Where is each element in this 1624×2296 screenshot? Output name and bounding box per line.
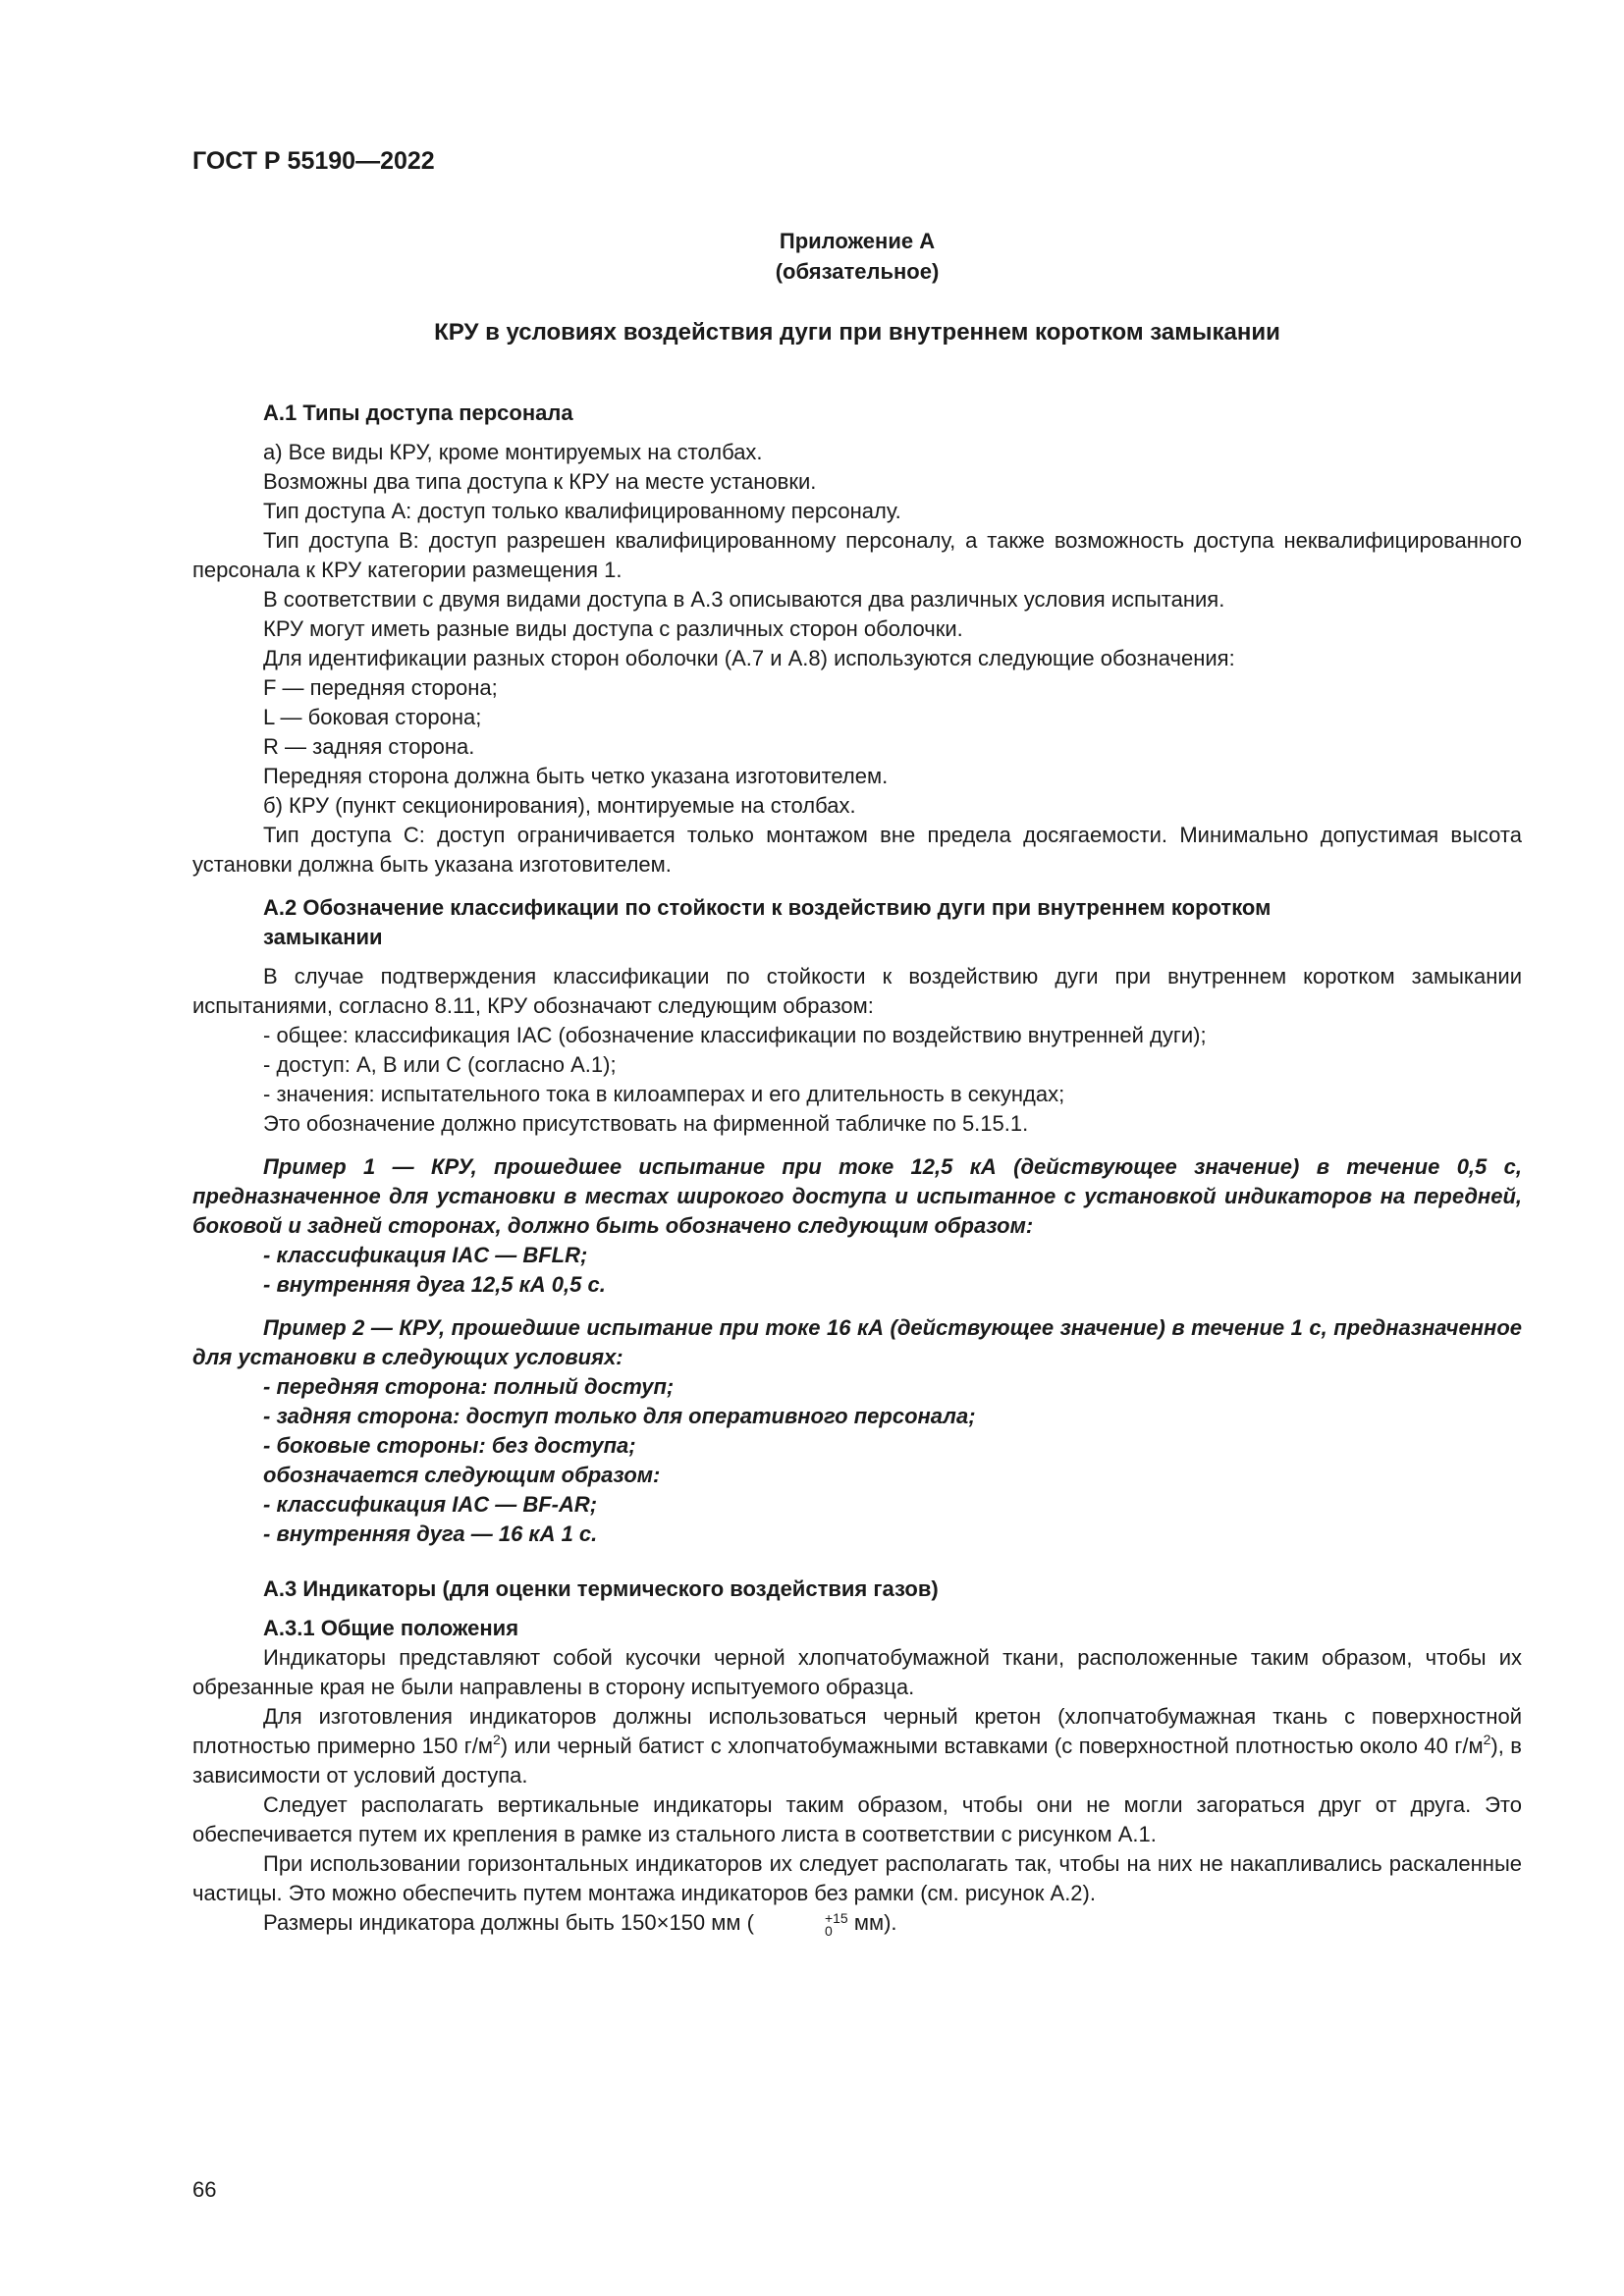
paragraph: Это обозначение должно присутствовать на фирменной табличке по 5.15.1. <box>263 1111 1029 1136</box>
section-heading-a2: А.2 Обозначение классификации по стойкости к воздействию дуги при внутреннем коротком замыкании <box>263 895 1272 949</box>
document-body <box>192 399 1522 1938</box>
list-item: L — боковая сторона; <box>263 705 482 729</box>
section-heading-a1: А.1 Типы доступа персонала <box>263 400 573 425</box>
paragraph: Для изготовления индикаторов должны использоваться черный кретон (хлопчатобумажная ткань с поверхностной плотностью примерно 150 $г/м^2$) или черный батист с хлопчатобумажными вставками (с поверхностной плотностью около 40 $г/м^2$), в зависимости от условий доступа. <box>192 1704 1522 1788</box>
example-item: - боковые стороны: без доступа; <box>263 1433 636 1458</box>
paragraph: КРУ могут иметь разные виды доступа с различных сторон оболочки. <box>263 616 963 641</box>
tolerance: +15 0 <box>824 1910 848 1939</box>
example-item: - внутренняя дуга — 16 кА 1 с. <box>263 1522 598 1546</box>
annex-status: (обязательное) <box>775 259 940 284</box>
annex-header <box>192 226 1522 287</box>
list-item: - общее: классификация IAC (обозначение классификации по воздействию внутренней дуги); <box>263 1023 1207 1047</box>
list-item: - значения: испытательного тока в килоамперах и его длительность в секундах; <box>263 1082 1065 1106</box>
paragraph: Передняя сторона должна быть четко указана изготовителем. <box>263 764 889 788</box>
standard-number: ГОСТ Р 55190—2022 <box>192 147 435 175</box>
example-2: Пример 2 — КРУ, прошедшие испытание при токе 16 кА (действующее значение) в течение 1 с, предназначенное для установки в следующих условиях: <box>192 1315 1522 1369</box>
paragraph: В случае подтверждения классификации по стойкости к воздействию дуги при внутреннем коротком замыкании испытаниями, согласно 8.11, КРУ обозначают следующим образом: <box>192 964 1522 1018</box>
paragraph: Тип доступа В: доступ разрешен квалифицированному персоналу, а также возможность доступа неквалифицированного персонала к КРУ категории размещения 1. <box>192 528 1522 582</box>
paragraph: Индикаторы представляют собой кусочки черной хлопчатобумажной ткани, расположенные таким образом, чтобы их обрезанные края не были направлены в сторону испытуемого образца. <box>192 1645 1522 1699</box>
annex-title: КРУ в условиях воздействия дуги при внутреннем коротком замыкании <box>434 319 1280 346</box>
paragraph: а) Все виды КРУ, кроме монтируемых на столбах. <box>263 440 763 464</box>
paragraph: Для идентификации разных сторон оболочки (А.7 и А.8) используются следующие обозначения: <box>263 646 1235 670</box>
paragraph: Тип доступа А: доступ только квалифицированному персоналу. <box>263 499 901 523</box>
section-heading-a3: А.3 Индикаторы (для оценки термического воздействия газов) <box>263 1576 939 1601</box>
paragraph: Возможны два типа доступа к КРУ на месте установки. <box>263 469 817 494</box>
paragraph: Следует располагать вертикальные индикаторы таким образом, чтобы они не могли загораться друг от друга. Это обеспечивается путем их крепления в рамке из стального листа в соответствии с рисунком А.1. <box>192 1792 1522 1846</box>
example-item: обозначается следующим образом: <box>263 1463 661 1487</box>
paragraph: При использовании горизонтальных индикаторов их следует располагать так, чтобы на них не накапливались раскаленные частицы. Это можно обеспечить путем монтажа индикаторов без рамки (см. рисунок А.2). <box>192 1851 1522 1905</box>
example-item: - внутренняя дуга 12,5 кА 0,5 с. <box>263 1272 606 1297</box>
paragraph: Размеры индикатора должны быть 150×150 мм ( +15 0 мм). <box>263 1910 897 1939</box>
example-item: - классификация IAC — BFLR; <box>263 1243 588 1267</box>
example-item: - задняя сторона: доступ только для оперативного персонала; <box>263 1404 976 1428</box>
example-item: - классификация IAC — BF-AR; <box>263 1492 598 1517</box>
paragraph: В соответствии с двумя видами доступа в А.3 описываются два различных условия испытания. <box>263 587 1225 612</box>
paragraph: Тип доступа С: доступ ограничивается только монтажом вне предела досягаемости. Минимально допустимая высота установки должна быть указана изготовителем. <box>192 823 1522 877</box>
list-item: R — задняя сторона. <box>263 734 475 759</box>
list-item: F — передняя сторона; <box>263 675 498 700</box>
annex-label: Приложение А <box>779 229 936 253</box>
subsection-heading-a31: А.3.1 Общие положения <box>263 1616 519 1640</box>
example-item: - передняя сторона: полный доступ; <box>263 1374 675 1399</box>
page-number: 66 <box>192 2177 217 2202</box>
list-item: - доступ: А, В или С (согласно А.1); <box>263 1052 617 1077</box>
example-1: Пример 1 — КРУ, прошедшее испытание при токе 12,5 кА (действующее значение) в течение 0,5 с, предназначенное для установки в местах широкого доступа и испытанное с установкой индикаторов на передней, боковой и задней сторонах, должно быть обозначено следующим образом: <box>192 1154 1522 1238</box>
paragraph: б) КРУ (пункт секционирования), монтируемые на столбах. <box>263 793 856 818</box>
